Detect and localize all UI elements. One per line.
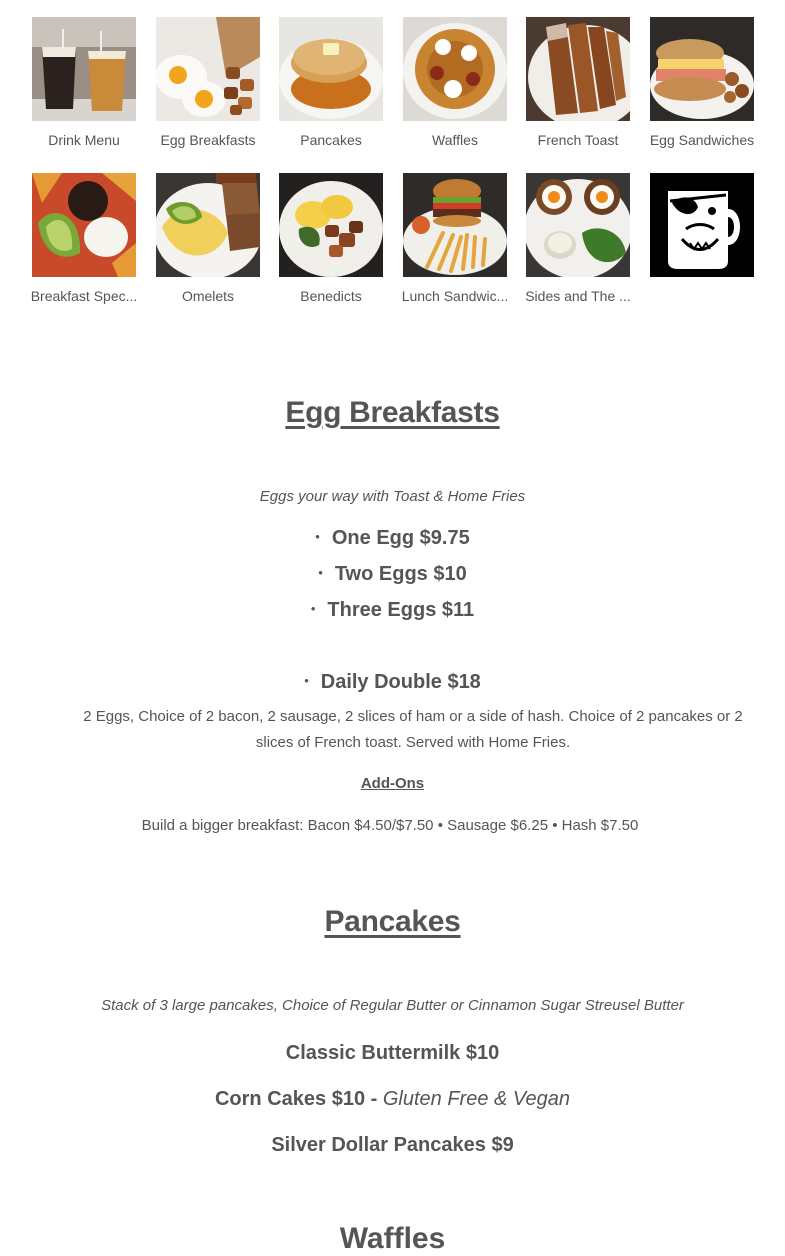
omelet-photo [156, 173, 260, 277]
egg-breakfasts-subtitle: Eggs your way with Toast & Home Fries [259, 488, 526, 505]
category-tile-logo[interactable] [650, 173, 754, 277]
dietary-note: Gluten Free & Vegan [382, 1088, 570, 1110]
category-label: Waffles [432, 132, 478, 148]
waffle-photo [403, 17, 507, 121]
addons-text: Build a bigger breakfast: Bacon $4.50/$7.50 • Sausage $6.25 • Hash $7.50 [141, 817, 639, 834]
menu-item-text: Three Eggs $11 [327, 599, 475, 621]
category-label: Egg Breakfasts [160, 132, 256, 148]
breakfast-special-photo [32, 173, 136, 277]
menu-item [0, 527, 785, 550]
menu-item-text: One Egg $9.75 [331, 527, 470, 549]
category-tile-drink-menu[interactable] [32, 17, 136, 148]
daily-double-description: 2 Eggs, Choice of 2 bacon, 2 sausage, 2 slices of ham or a side of hash. Choice of 2 pancakes or 2 slices of French toast. Served with Home Fries. [83, 708, 743, 751]
egg-sandwich-photo [650, 17, 754, 121]
category-label: Lunch Sandwic... [401, 288, 509, 304]
addons-heading: Add-Ons [360, 775, 425, 792]
menu-item-corn-cakes [0, 1088, 785, 1111]
benedict-photo [279, 173, 383, 277]
bullet: • [318, 565, 323, 580]
category-label: Benedicts [300, 288, 362, 304]
bullet: • [304, 673, 309, 688]
menu-item-text: Daily Double $18 [320, 671, 481, 693]
menu-item-text: Two Eggs $10 [334, 563, 467, 585]
category-label: Breakfast Spec... [30, 288, 138, 304]
menu-item-daily-double [0, 671, 785, 694]
menu-item [0, 563, 785, 586]
category-label: Egg Sandwiches [649, 132, 755, 148]
pancakes-subtitle: Stack of 3 large pancakes, Choice of Regular Butter or Cinnamon Sugar Streusel Butter [101, 997, 684, 1014]
category-tile-egg-sandwiches[interactable] [649, 17, 755, 148]
menu-item [0, 599, 785, 622]
menu-item-classic-buttermilk: Classic Buttermilk $10 [285, 1042, 500, 1064]
pirate-mug-logo [650, 173, 754, 277]
bullet: • [310, 601, 316, 616]
category-tile-pancakes[interactable] [279, 17, 383, 148]
category-tile-omelets[interactable] [156, 173, 260, 304]
menu-item-silver-dollar: Silver Dollar Pancakes $9 [271, 1134, 514, 1156]
bullet: • [315, 529, 320, 544]
category-label: Pancakes [300, 132, 362, 148]
pancakes-photo [279, 17, 383, 121]
burger-photo [403, 173, 507, 277]
category-label: French Toast [537, 132, 619, 148]
section-title-waffles: Waffles [339, 1222, 446, 1255]
category-tile-sides[interactable] [525, 173, 631, 304]
french-toast-photo [526, 17, 630, 121]
category-tile-lunch-sandwiches[interactable] [401, 173, 509, 304]
scotch-egg-photo [526, 173, 630, 277]
category-label: Drink Menu [48, 132, 120, 148]
menu-item-text: Corn Cakes $10 - [214, 1088, 383, 1110]
category-tile-breakfast-specials[interactable] [30, 173, 138, 304]
category-tile-waffles[interactable] [403, 17, 507, 148]
category-tile-egg-breakfasts[interactable] [156, 17, 260, 148]
category-tile-benedicts[interactable] [279, 173, 383, 304]
section-title-egg-breakfasts: Egg Breakfasts [285, 396, 500, 429]
section-title-pancakes: Pancakes [324, 905, 461, 938]
category-label: Omelets [181, 288, 235, 304]
eggs-photo [156, 17, 260, 121]
category-label: Sides and The ... [525, 288, 631, 304]
category-tile-french-toast[interactable] [526, 17, 630, 148]
drinks-photo [32, 17, 136, 121]
